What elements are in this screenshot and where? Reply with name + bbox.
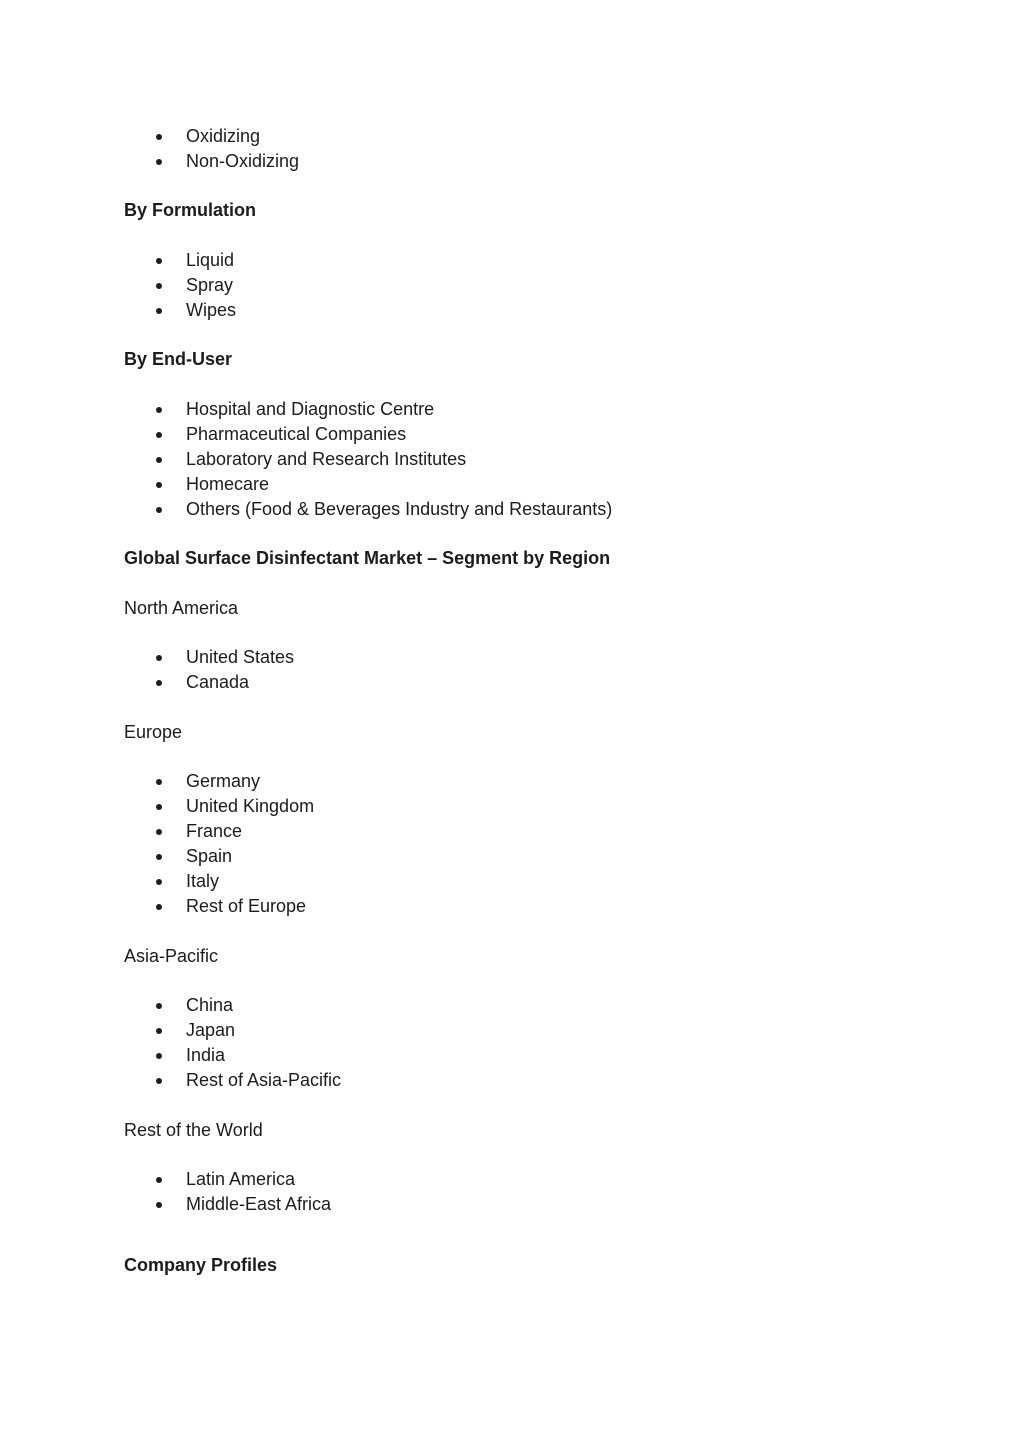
list-item: Laboratory and Research Institutes xyxy=(124,447,612,472)
north-america-list xyxy=(124,645,294,695)
bullet-icon xyxy=(156,258,162,264)
list-item: Germany xyxy=(124,769,314,794)
bullet-icon xyxy=(156,779,162,785)
list-item: United Kingdom xyxy=(124,794,314,819)
north-america-label: North America xyxy=(124,598,239,618)
bullet-icon xyxy=(156,1053,162,1059)
bullet-icon xyxy=(156,829,162,835)
formulation-heading: By Formulation xyxy=(124,200,257,220)
bullet-icon xyxy=(156,482,162,488)
bullet-icon xyxy=(156,879,162,885)
bullet-icon xyxy=(156,457,162,463)
bullet-icon xyxy=(156,1202,162,1208)
list-item: India xyxy=(124,1043,341,1068)
bullet-icon xyxy=(156,507,162,513)
europe-list xyxy=(124,769,314,919)
list-item: France xyxy=(124,819,314,844)
bullet-icon xyxy=(156,655,162,661)
list-item: Spray xyxy=(124,273,236,298)
list-item: Rest of Asia-Pacific xyxy=(124,1068,341,1093)
end-user-heading: By End-User xyxy=(124,349,233,369)
list-item: Oxidizing xyxy=(124,124,299,149)
rest-of-world-label: Rest of the World xyxy=(124,1120,263,1140)
company-profiles-heading: Company Profiles xyxy=(124,1255,278,1275)
region-heading: Global Surface Disinfectant Market – Segment by Region xyxy=(124,548,611,568)
list-item: Hospital and Diagnostic Centre xyxy=(124,397,612,422)
bullet-icon xyxy=(156,159,162,165)
formulation-list xyxy=(124,248,236,323)
bullet-icon xyxy=(156,904,162,910)
list-item: Latin America xyxy=(124,1167,331,1192)
list-item: Middle-East Africa xyxy=(124,1192,331,1217)
bullet-icon xyxy=(156,283,162,289)
bullet-icon xyxy=(156,134,162,140)
list-item: China xyxy=(124,993,341,1018)
list-item: Wipes xyxy=(124,298,236,323)
asia-pacific-list xyxy=(124,993,341,1093)
list-item: Non-Oxidizing xyxy=(124,149,299,174)
list-item: United States xyxy=(124,645,294,670)
list-item: Pharmaceutical Companies xyxy=(124,422,612,447)
asia-pacific-label: Asia-Pacific xyxy=(124,946,219,966)
list-item: Spain xyxy=(124,844,314,869)
bullet-icon xyxy=(156,1078,162,1084)
bullet-icon xyxy=(156,680,162,686)
bullet-icon xyxy=(156,804,162,810)
bullet-icon xyxy=(156,407,162,413)
bullet-icon xyxy=(156,432,162,438)
bullet-icon xyxy=(156,1028,162,1034)
list-item: Canada xyxy=(124,670,294,695)
list-item: Japan xyxy=(124,1018,341,1043)
list-item: Rest of Europe xyxy=(124,894,314,919)
bullet-icon xyxy=(156,854,162,860)
bullet-icon xyxy=(156,308,162,314)
bullet-icon xyxy=(156,1003,162,1009)
list-item: Liquid xyxy=(124,248,236,273)
end-user-list xyxy=(124,397,612,522)
europe-label: Europe xyxy=(124,722,183,742)
rest-of-world-list xyxy=(124,1167,331,1217)
list-item: Italy xyxy=(124,869,314,894)
list-item: Others (Food & Beverages Industry and Restaurants) xyxy=(124,497,612,522)
type-list xyxy=(124,124,299,174)
bullet-icon xyxy=(156,1177,162,1183)
list-item: Homecare xyxy=(124,472,612,497)
